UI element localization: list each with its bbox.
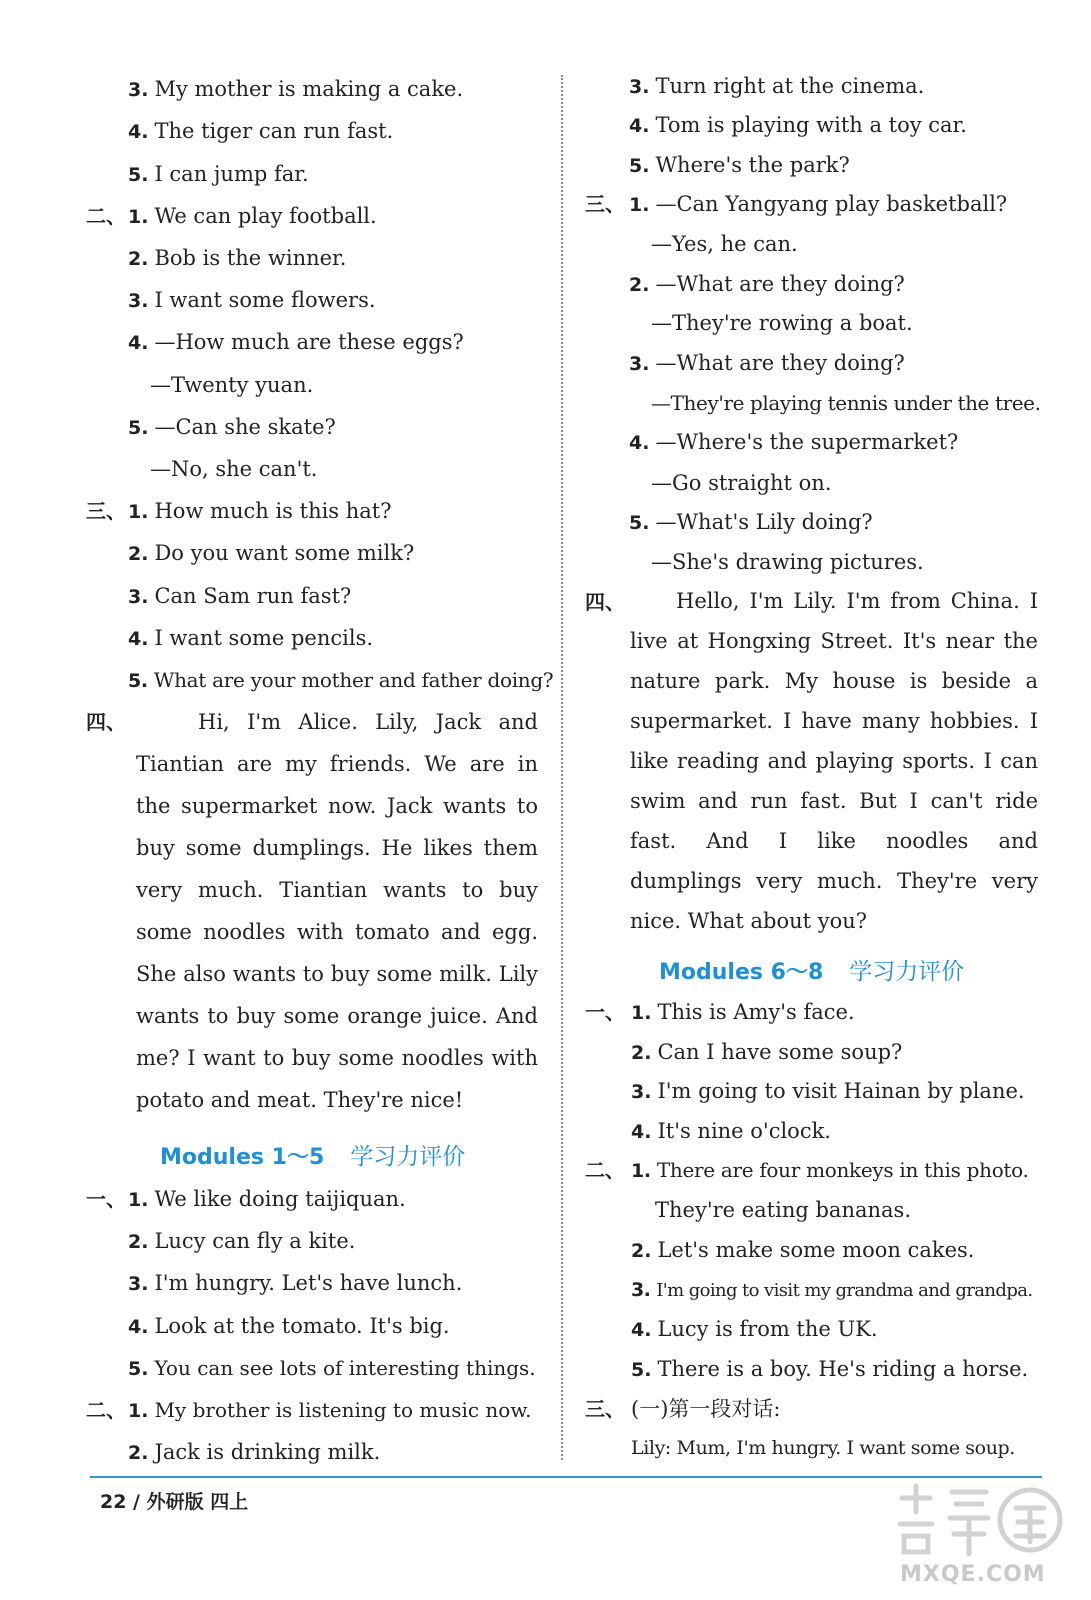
item-number: 3. bbox=[631, 1279, 651, 1301]
item-text: —What's Lily doing? bbox=[655, 510, 873, 534]
item-text: —No, she can't. bbox=[150, 457, 318, 481]
item-number: 1. bbox=[631, 1002, 652, 1024]
section-marker: 四、 bbox=[585, 590, 625, 614]
list-item bbox=[86, 539, 414, 568]
item-number: 2. bbox=[128, 1231, 149, 1253]
item-number: 3. bbox=[629, 76, 650, 98]
list-item bbox=[585, 1038, 902, 1067]
item-text: My brother is listening to music now. bbox=[154, 1398, 532, 1422]
item-text: —Where's the supermarket? bbox=[655, 430, 959, 454]
list-item bbox=[86, 286, 376, 315]
item-text: —Go straight on. bbox=[651, 471, 832, 495]
item-text: —How much are these eggs? bbox=[154, 330, 464, 354]
item-text: There are four monkeys in this photo. bbox=[656, 1158, 1029, 1182]
heading-modules: Modules 1～5 bbox=[160, 1145, 325, 1170]
list-item bbox=[585, 1236, 974, 1265]
item-number: 4. bbox=[631, 1121, 652, 1143]
section-heading bbox=[160, 1138, 465, 1171]
item-number: 3. bbox=[128, 1273, 149, 1295]
item-text: Lily: Mum, I'm hungry. I want some soup. bbox=[631, 1437, 1015, 1459]
heading-title: 学习力评价 bbox=[350, 1144, 466, 1170]
list-item bbox=[585, 349, 905, 378]
passage-text: Hi, I'm Alice. Lily, Jack and Tiantian are my friends. We are in the supermarket now. Jack wants to buy some dumplings. He likes them very much. Tiantian wants to buy some noodles with tomato and egg. She also wants to buy some milk. Lily wants to buy some orange juice. And me? I want to buy some noodles with potato and meat. They're nice! bbox=[136, 710, 538, 1112]
item-text: Can I have some soup? bbox=[657, 1040, 903, 1064]
list-item bbox=[585, 428, 958, 457]
item-text: Bob is the winner. bbox=[154, 246, 347, 270]
list-item bbox=[585, 1156, 1029, 1185]
list-item bbox=[585, 1315, 878, 1344]
list-item bbox=[585, 270, 905, 299]
section-marker: 二、 bbox=[86, 204, 126, 228]
list-item bbox=[86, 202, 377, 231]
item-text: I can jump far. bbox=[154, 162, 309, 186]
list-item bbox=[585, 1077, 1025, 1106]
item-text: There is a boy. He's riding a horse. bbox=[657, 1357, 1029, 1381]
list-item bbox=[86, 497, 392, 526]
item-number: 5. bbox=[128, 670, 148, 692]
list-item bbox=[86, 582, 351, 611]
list-item bbox=[150, 455, 317, 483]
list-item bbox=[651, 389, 1041, 417]
item-text: It's nine o'clock. bbox=[657, 1119, 831, 1143]
item-number: 3. bbox=[128, 79, 149, 101]
item-text: —They're rowing a boat. bbox=[651, 311, 913, 335]
item-text: —Can she skate? bbox=[154, 415, 336, 439]
item-text: I'm going to visit Hainan by plane. bbox=[657, 1079, 1025, 1103]
item-number: 2. bbox=[128, 543, 149, 565]
list-item bbox=[585, 1276, 1033, 1305]
list-item bbox=[585, 111, 967, 140]
item-number: 5. bbox=[629, 155, 650, 177]
item-text: We can play football. bbox=[154, 204, 377, 228]
item-number: 3. bbox=[629, 353, 650, 375]
list-item bbox=[86, 1185, 406, 1214]
item-text: I'm going to visit my grandma and grandpa. bbox=[656, 1280, 1033, 1301]
item-text: I'm hungry. Let's have lunch. bbox=[154, 1271, 463, 1295]
list-item bbox=[585, 1355, 1028, 1384]
list-item bbox=[585, 998, 855, 1027]
item-number: 5. bbox=[631, 1359, 652, 1381]
section-marker: 三、 bbox=[585, 1397, 625, 1421]
list-item bbox=[655, 1196, 911, 1224]
watermark-text: MXQE.COM bbox=[900, 1562, 1046, 1587]
item-number: 5. bbox=[128, 1358, 149, 1380]
item-text: Can Sam run fast? bbox=[154, 584, 352, 608]
item-text: Lucy can fly a kite. bbox=[154, 1229, 356, 1253]
list-item bbox=[585, 508, 873, 537]
list-item bbox=[86, 1269, 462, 1298]
item-text: —Twenty yuan. bbox=[150, 373, 314, 397]
section-marker: 二、 bbox=[86, 1398, 126, 1422]
item-number: 2. bbox=[629, 274, 650, 296]
item-number: 4. bbox=[629, 432, 650, 454]
item-text: My mother is making a cake. bbox=[154, 77, 464, 101]
list-item bbox=[631, 1434, 1015, 1462]
watermark-logo-icon bbox=[890, 1478, 1066, 1560]
section-marker: 一、 bbox=[585, 1000, 625, 1024]
item-number: 3. bbox=[128, 290, 149, 312]
item-number: 4. bbox=[128, 628, 149, 650]
list-item bbox=[86, 117, 393, 146]
list-item bbox=[86, 328, 464, 357]
item-text: I want some flowers. bbox=[154, 288, 376, 312]
list-item bbox=[651, 230, 798, 258]
section-marker: 二、 bbox=[585, 1158, 625, 1182]
section-marker: 四、 bbox=[86, 710, 126, 734]
item-text: We like doing taijiquan. bbox=[154, 1187, 406, 1211]
section-marker: 三、 bbox=[86, 499, 126, 523]
item-text: You can see lots of interesting things. bbox=[154, 1356, 536, 1380]
item-number: 4. bbox=[629, 115, 650, 137]
item-number: 2. bbox=[128, 1442, 149, 1464]
item-text: Jack is drinking milk. bbox=[154, 1440, 381, 1464]
watermark bbox=[890, 1478, 1066, 1588]
item-text: Lucy is from the UK. bbox=[657, 1317, 878, 1341]
list-item bbox=[585, 1117, 831, 1146]
item-number: 5. bbox=[128, 417, 149, 439]
list-item bbox=[651, 548, 924, 576]
list-item bbox=[585, 72, 924, 101]
item-text: Look at the tomato. It's big. bbox=[154, 1314, 450, 1338]
item-number: 4. bbox=[128, 1316, 149, 1338]
list-item bbox=[651, 469, 832, 497]
item-number: 3. bbox=[128, 586, 149, 608]
item-number: 1. bbox=[128, 206, 149, 228]
list-item bbox=[651, 309, 913, 337]
item-text: I want some pencils. bbox=[154, 626, 374, 650]
item-number: 3. bbox=[631, 1081, 652, 1103]
list-item bbox=[86, 244, 346, 273]
item-number: 4. bbox=[128, 121, 149, 143]
item-text: Let's make some moon cakes. bbox=[657, 1238, 975, 1262]
passage-label bbox=[585, 588, 627, 616]
item-text: —Can Yangyang play basketball? bbox=[655, 192, 1008, 216]
heading-title: 学习力评价 bbox=[849, 959, 965, 985]
item-number: 1. bbox=[631, 1160, 651, 1182]
item-number: 5. bbox=[128, 164, 149, 186]
item-number: 4. bbox=[631, 1319, 652, 1341]
item-text: What are your mother and father doing? bbox=[153, 668, 554, 692]
item-text: Do you want some milk? bbox=[154, 541, 415, 565]
list-item bbox=[585, 1395, 780, 1423]
item-text: —She's drawing pictures. bbox=[651, 550, 924, 574]
item-text: Turn right at the cinema. bbox=[655, 74, 925, 98]
item-number: 2. bbox=[631, 1042, 652, 1064]
list-item bbox=[86, 75, 463, 104]
passage-label bbox=[86, 708, 128, 736]
section-marker: 三、 bbox=[585, 192, 625, 216]
list-item bbox=[86, 413, 336, 442]
item-number: 1. bbox=[128, 1400, 149, 1422]
item-number: 2. bbox=[631, 1240, 652, 1262]
list-item bbox=[86, 624, 373, 653]
item-number: 1. bbox=[128, 1189, 149, 1211]
item-number: 2. bbox=[128, 248, 149, 270]
heading-modules: Modules 6～8 bbox=[659, 960, 824, 985]
list-item bbox=[585, 190, 1007, 219]
list-item bbox=[86, 666, 553, 695]
item-text: —They're playing tennis under the tree. bbox=[651, 391, 1041, 415]
item-text: The tiger can run fast. bbox=[154, 119, 394, 143]
item-number: 1. bbox=[128, 501, 149, 523]
item-text: (一)第一段对话: bbox=[631, 1397, 781, 1421]
item-text: —Yes, he can. bbox=[651, 232, 798, 256]
item-text: —What are they doing? bbox=[655, 272, 905, 296]
column-divider bbox=[561, 75, 563, 1460]
item-text: How much is this hat? bbox=[154, 499, 392, 523]
item-number: 4. bbox=[128, 332, 149, 354]
list-item bbox=[86, 1354, 536, 1383]
section-heading bbox=[659, 953, 964, 986]
list-item bbox=[86, 1438, 380, 1467]
list-item bbox=[150, 371, 313, 399]
item-text: Where's the park? bbox=[655, 153, 850, 177]
list-item bbox=[86, 160, 309, 189]
list-item bbox=[86, 1396, 531, 1425]
item-text: They're eating bananas. bbox=[655, 1198, 911, 1222]
list-item bbox=[86, 1312, 450, 1341]
list-item bbox=[585, 151, 850, 180]
page-footer-label: 22 / 外研版 四上 bbox=[100, 1491, 249, 1513]
passage-text: Hello, I'm Lily. I'm from China. I live at Hongxing Street. It's near the nature park. My house is beside a supermarket. I have many hobbies. I like reading and playing sports. I can swim and run fast. But I can't ride fast. And I like noodles and dumplings very much. They're very nice. What about you? bbox=[630, 589, 1038, 933]
list-item bbox=[86, 1227, 355, 1256]
section-marker: 一、 bbox=[86, 1187, 126, 1211]
item-number: 5. bbox=[629, 512, 650, 534]
item-text: Tom is playing with a toy car. bbox=[655, 113, 967, 137]
item-text: This is Amy's face. bbox=[657, 1000, 855, 1024]
item-number: 1. bbox=[629, 194, 650, 216]
item-text: —What are they doing? bbox=[655, 351, 905, 375]
